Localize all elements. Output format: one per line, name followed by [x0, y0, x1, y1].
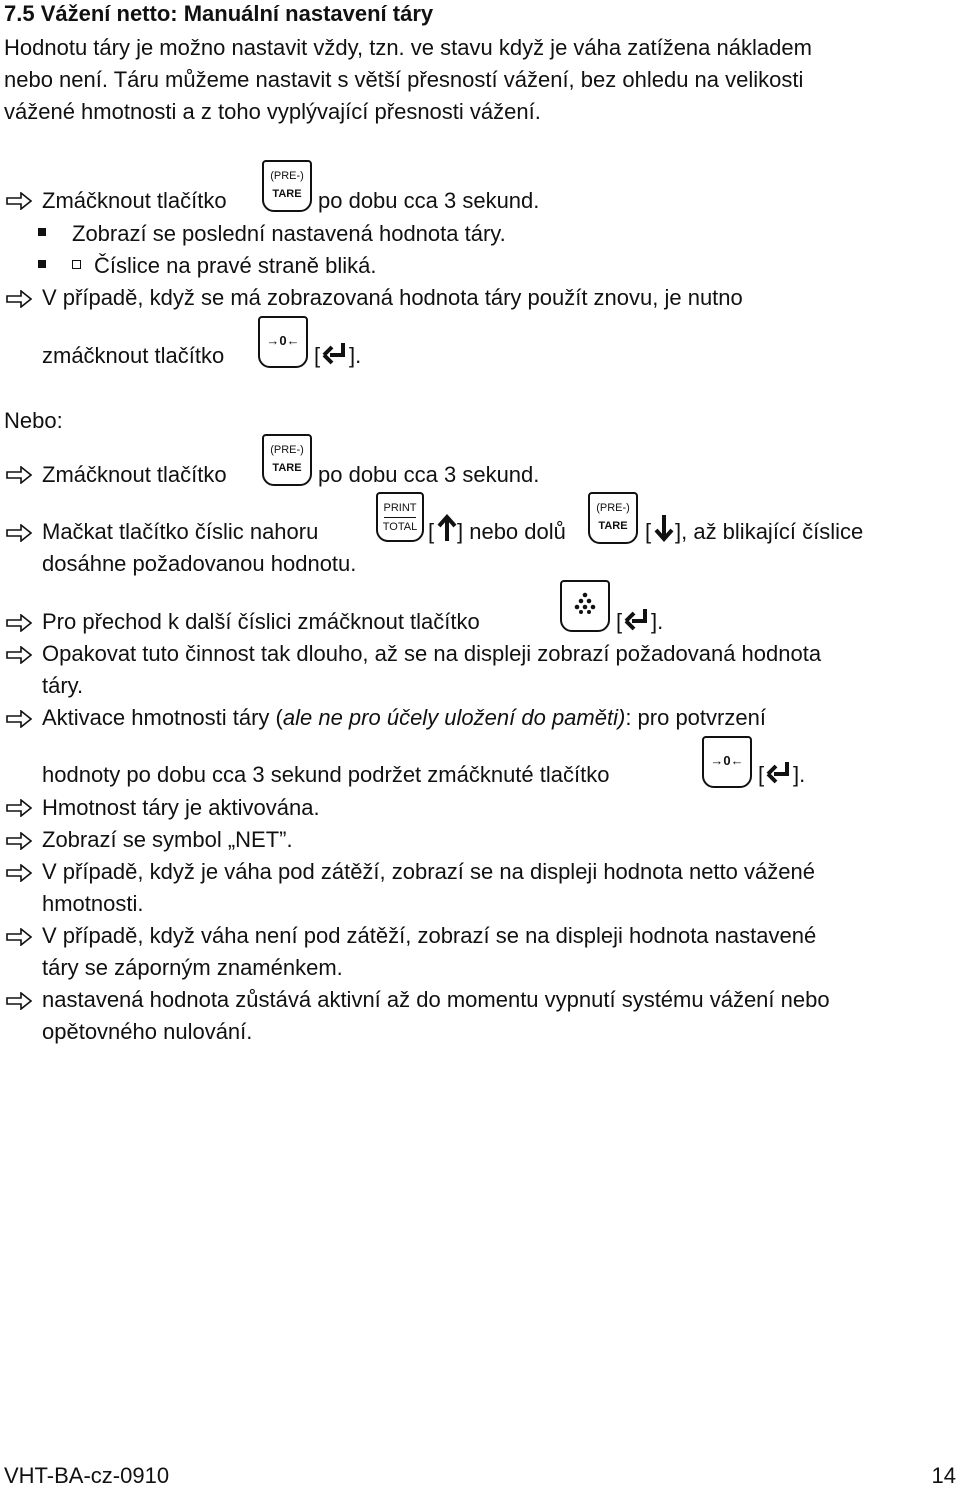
bracket-open: [: [428, 519, 435, 544]
page-number: 14: [931, 1463, 956, 1488]
zero-label: →0←: [710, 753, 744, 768]
step-press-tare-text-2: Zmáčknout tlačítko: [42, 462, 227, 487]
footer-doc-id: VHT-BA-cz-0910: [4, 1463, 170, 1488]
pre-label: (PRE-): [596, 502, 630, 514]
step-loaded: V případě, když je váha pod zátěží, zobrazí se na displeji hodnota netto vážené: [42, 859, 815, 884]
step-unloaded-cont: táry se záporným znaménkem.: [42, 955, 343, 980]
tare-label: TARE: [598, 520, 628, 532]
intro-line-2: nebo není. Táru můžeme nastavit s větší přesností vážení, bez ohledu na velikosti: [4, 67, 804, 92]
down-arrow-icon: [654, 514, 674, 542]
step-loaded-cont: hmotnosti.: [42, 891, 144, 916]
bracket-close: ].: [651, 609, 664, 634]
count-key-icon: [560, 580, 610, 632]
step-digits-up: Mačkat tlačítko číslic nahoru: [42, 519, 319, 544]
step-next-digit: Pro přechod k další číslici zmáčknout tlačítko: [42, 609, 480, 634]
hollow-arrow-right-icon: [6, 290, 32, 308]
step-tare-activated: Hmotnost táry je aktivována.: [42, 795, 320, 820]
bracket-open: [: [616, 609, 623, 634]
step-duration-text-2: po dobu cca 3 sekund.: [318, 462, 540, 487]
zero-key-icon: [702, 736, 752, 788]
step-repeat-cont: táry.: [42, 673, 84, 698]
bullet-square-icon: [38, 228, 46, 236]
pre-label: (PRE-): [270, 170, 304, 182]
hollow-arrow-right-icon: [6, 524, 32, 542]
enter-arrow-icon: [322, 341, 348, 365]
hollow-arrow-right-icon: [6, 799, 32, 817]
step-press-zero: zmáčknout tlačítko: [42, 343, 225, 368]
bracket-open: [: [314, 343, 321, 368]
section-heading: 7.5 Vážení netto: Manuální nastavení táry: [4, 1, 434, 26]
step-repeat: Opakovat tuto činnost tak dlouho, až se na displeji zobrazí požadovaná hodnota: [42, 641, 822, 666]
step-value-remains: nastavená hodnota zůstává aktivní až do momentu vypnutí systému vážení nebo: [42, 987, 830, 1012]
bullet-digit-blinks: Číslice na pravé straně bliká.: [94, 253, 377, 278]
bracket-open: [: [645, 519, 652, 544]
intro-line-1: Hodnotu táry je možno nastavit vždy, tzn. ve stavu když je váha zatížena nákladem: [4, 35, 812, 60]
zero-key-icon: [258, 316, 308, 368]
bracket-close: ].: [793, 762, 806, 787]
hollow-arrow-right-icon: [6, 192, 32, 210]
step-until-digit: ], až blikající číslice: [675, 519, 864, 544]
hollow-arrow-right-icon: [6, 466, 32, 484]
hollow-arrow-right-icon: [6, 992, 32, 1010]
enter-arrow-icon: [766, 760, 792, 784]
step-duration-text: po dobu cca 3 sekund.: [318, 188, 540, 213]
step-reaches-value: dosáhne požadovanou hodnotu.: [42, 551, 357, 576]
step-reuse-tare: V případě, když se má zobrazovaná hodnota táry použít znovu, je nutno: [42, 285, 743, 310]
intro-line-3: vážené hmotnosti a z toho vyplývající přesnosti vážení.: [4, 99, 541, 124]
total-label: TOTAL: [382, 521, 418, 533]
tare-key-icon: [262, 160, 312, 212]
nebo-label: Nebo:: [4, 408, 63, 433]
hollow-arrow-right-icon: [6, 928, 32, 946]
up-arrow-icon: [437, 514, 457, 542]
step-activate: Aktivace hmotnosti táry (ale ne pro účely uložení do paměti): pro potvrzení: [42, 705, 766, 730]
print-label: PRINT: [383, 502, 417, 514]
step-unloaded: V případě, když váha není pod zátěží, zobrazí se na displeji hodnota nastavené: [42, 923, 817, 948]
step-or-down: ] nebo dolů: [457, 519, 566, 544]
pre-label: (PRE-): [270, 444, 304, 456]
bullet-last-tare: Zobrazí se poslední nastavená hodnota táry.: [72, 221, 506, 246]
hollow-arrow-right-icon: [6, 646, 32, 664]
bullet-square-icon: [38, 260, 46, 268]
zero-label: →0←: [266, 333, 300, 348]
step-hold-zero: hodnoty po dobu cca 3 sekund podržet zmáčknuté tlačítko: [42, 762, 610, 787]
step-net-symbol: Zobrazí se symbol „NET”.: [42, 827, 293, 852]
step-value-remains-cont: opětovného nulování.: [42, 1019, 253, 1044]
step-press-tare-text: Zmáčknout tlačítko: [42, 188, 227, 213]
hollow-arrow-right-icon: [6, 864, 32, 882]
print-key-icon: [376, 492, 424, 542]
enter-arrow-icon: [624, 607, 650, 631]
bracket-close: ].: [349, 343, 362, 368]
hollow-arrow-right-icon: [6, 614, 32, 632]
tare-label: TARE: [272, 188, 302, 200]
bracket-open: [: [758, 762, 765, 787]
tare-label: TARE: [272, 462, 302, 474]
tare-key-icon: [588, 492, 638, 544]
hollow-arrow-right-icon: [6, 832, 32, 850]
checkbox-bullet-icon: [72, 260, 81, 269]
tare-key-icon: [262, 434, 312, 486]
hollow-arrow-right-icon: [6, 710, 32, 728]
